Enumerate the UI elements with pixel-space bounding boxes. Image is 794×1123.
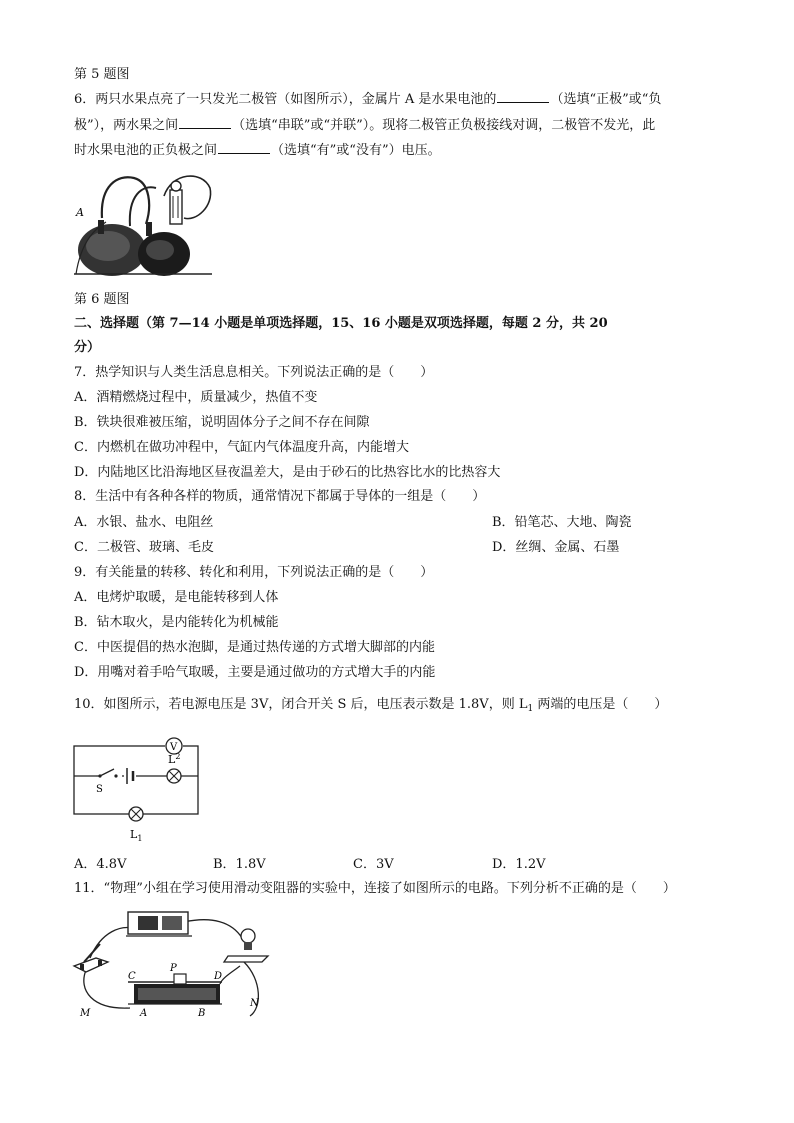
q10-stem	[74, 696, 667, 718]
terminal-d-label: D	[214, 971, 223, 982]
q6-blank-2	[179, 116, 231, 129]
q10-stem-tail: 两端的电压是（ ）	[533, 697, 668, 712]
q9-option-d: D．用嘴对着手哈气取暖，主要是通过做功的方式增大手的内能	[74, 665, 436, 680]
q6-text-1b: （选填“正极”或“负	[550, 92, 662, 107]
q10-option-b: B．1.8V	[213, 857, 266, 872]
terminal-a-label: A	[140, 1008, 148, 1019]
q8-stem: 8．生活中有各种各样的物质，通常情况下都属于导体的一组是（ ）	[74, 489, 486, 504]
wire-m-label: M	[80, 1008, 91, 1019]
q10-stem-text: 10．如图所示，若电源电压是 3V，闭合开关 S 后，电压表示数是 1.8V，则 L	[74, 697, 528, 712]
q9-option-b: B．钻木取火，是内能转化为机械能	[74, 615, 279, 630]
q10-option-a: A．4.8V	[74, 857, 127, 872]
fruit-label-a: A	[76, 206, 84, 219]
q10-circuit-diagram	[72, 730, 204, 844]
q11-stem: 11．“物理”小组在学习使用滑动变阻器的实验中，连接了如图所示的电路。下列分析不正确的是（ ）	[74, 881, 676, 896]
q7-stem: 7．热学知识与人类生活息息相关。下列说法正确的是（ ）	[74, 365, 434, 380]
q6-blank-3	[218, 141, 270, 154]
wire-n-label: N	[250, 998, 259, 1009]
q6-line-3	[74, 141, 441, 160]
q10-option-c: C．3V	[353, 857, 394, 872]
fruit-battery-figure	[72, 166, 214, 280]
q6-text-1a: 6．两只水果点亮了一只发光二极管（如图所示），金属片 A 是水果电池的	[74, 92, 497, 107]
q6-blank-1	[497, 90, 549, 103]
switch-s-label: S	[96, 784, 103, 795]
q9-option-c: C．中医提倡的热水泡脚，是通过热传递的方式增大脚部的内能	[74, 640, 435, 655]
q6-text-2a: 极”），两水果之间	[74, 118, 179, 133]
section-2-heading-line-2: 分）	[74, 340, 101, 355]
lamp-l2-label: $L^2$	[168, 752, 181, 766]
q6-text-3b: （选填“有”或“没有”）电压。	[271, 143, 441, 158]
q7-option-b: B．铁块很难被压缩，说明固体分子之间不存在间隙	[74, 415, 370, 430]
q5-caption: 第 5 题图	[74, 67, 130, 82]
q7-option-c: C．内燃机在做功冲程中，气缸内气体温度升高，内能增大	[74, 440, 409, 455]
q8-option-c: C．二极管、玻璃、毛皮	[74, 540, 214, 555]
q6-line-1	[74, 90, 661, 109]
q6-caption: 第 6 题图	[74, 292, 130, 307]
q7-option-d: D．内陆地区比沿海地区昼夜温差大，是由于砂石的比热容比水的比热容大	[74, 465, 501, 480]
q6-line-2	[74, 116, 655, 135]
q8-option-d: D．丝绸、金属、石墨	[492, 540, 620, 555]
terminal-c-label: C	[128, 971, 136, 982]
q9-stem: 9．有关能量的转移、转化和利用，下列说法正确的是（ ）	[74, 565, 434, 580]
q10-stem-subscript: 1	[527, 704, 534, 714]
section-2-heading-line-1: 二、选择题（第 7—14 小题是单项选择题，15、16 小题是双项选择题，每题 2 分，共 20	[74, 316, 608, 331]
slider-p-label: P	[170, 963, 177, 974]
q8-option-b: B．铅笔芯、大地、陶瓷	[492, 515, 632, 530]
terminal-b-label: B	[198, 1008, 206, 1019]
q7-option-a: A．酒精燃烧过程中，质量减少，热值不变	[74, 390, 318, 405]
q6-text-2b: （选填“串联”或“并联”）。现将二极管正负极接线对调，二极管不发光，此	[232, 118, 656, 133]
q11-rheostat-circuit	[72, 900, 272, 1024]
q9-option-a: A．电烤炉取暖，是电能转移到人体	[74, 590, 279, 605]
voltmeter-symbol: V	[170, 742, 178, 753]
q6-text-3a: 时水果电池的正负极之间	[74, 143, 218, 158]
lamp-l1-label: $L_1$	[130, 828, 143, 843]
q10-option-d: D．1.2V	[492, 857, 546, 872]
q8-option-a: A．水银、盐水、电阻丝	[74, 515, 214, 530]
